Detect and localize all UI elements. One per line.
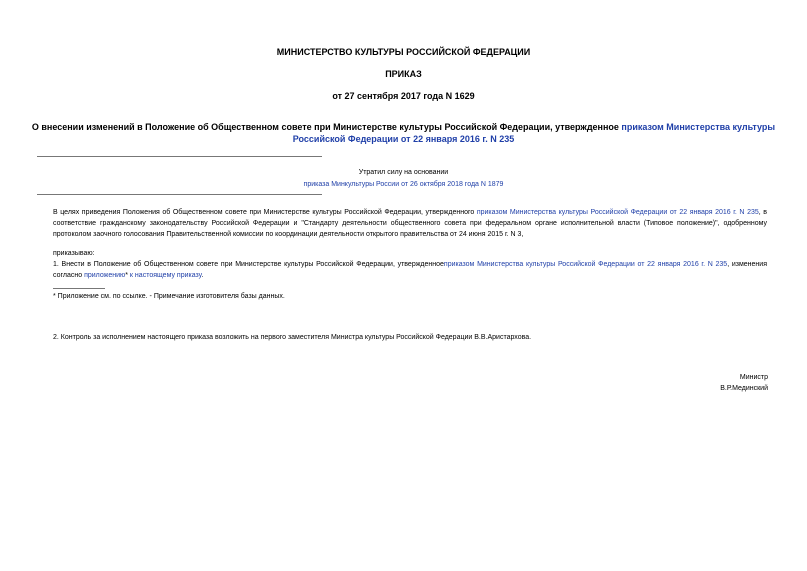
preamble-text-a: В целях приведения Положения об Общественном совете при Министерстве культуры Российской Федерации, утвержденного bbox=[53, 209, 477, 216]
document-type: ПРИКАЗ bbox=[385, 69, 422, 79]
paragraph-2: 2. Контроль за исполнением настоящего приказа возложить на первого заместителя Министра культуры Российской Федерации В.В.Аристархова. bbox=[53, 334, 532, 341]
title-text: О внесении изменений в Положение об Общественном совете при Министерстве культуры Российской Федерации, утвержденное bbox=[31, 122, 622, 132]
item1-end: . bbox=[201, 272, 204, 279]
item1-text-b: , изменения согласно bbox=[53, 261, 767, 279]
ministry-heading: МИНИСТЕРСТВО КУЛЬТУРЫ РОССИЙСКОЙ ФЕДЕРАЦИИ bbox=[276, 47, 531, 57]
signature-name: В.Р.Мединский bbox=[720, 385, 768, 392]
item1-text-a: 1. Внести в Положение об Общественном совете при Министерстве культуры Российской Федерации, утвержденное bbox=[53, 261, 444, 268]
footnote-divider bbox=[53, 288, 105, 289]
paragraph-1 bbox=[53, 259, 767, 281]
lost-force-link[interactable]: приказа Минкультуры России от 26 октября 2018 года N 1879 bbox=[303, 181, 504, 188]
preamble-text-b: , в соответствие гражданскому законодательству Российской Федерации и "Стандарту деятельности общественного совета при федеральном органе исполнительной власти (Типовое положение)", одобренному протоколом заочного голосования Правительственной комиссии по координации деятельности открытого правительства от 24 июня 2015 г. N 3, bbox=[53, 209, 767, 238]
divider-bottom bbox=[37, 194, 322, 195]
lost-force-text: Утратил силу на основании bbox=[358, 169, 449, 176]
item1-link-to-order[interactable]: к настоящему приказу bbox=[127, 272, 202, 279]
paragraph-preamble bbox=[53, 207, 767, 240]
signature-block bbox=[720, 372, 768, 394]
lost-force-note bbox=[37, 167, 770, 191]
item1-link-order[interactable]: приказом Министерства культуры Российской Федерации от 22 января 2016 г. N 235 bbox=[443, 261, 728, 268]
document-title bbox=[30, 121, 777, 145]
signature-position: Министр bbox=[739, 374, 768, 381]
title-link[interactable]: приказом Министерства культуры Российской Федерации от 22 января 2016 г. N 235 bbox=[292, 122, 776, 144]
item1-link-appendix[interactable]: приложению bbox=[84, 272, 126, 279]
divider-top bbox=[37, 156, 322, 157]
prikazyvayu-text: приказываю: bbox=[53, 250, 95, 257]
footnote: * Приложение см. по ссылке. - Примечание изготовителя базы данных. bbox=[53, 293, 285, 300]
document-date: от 27 сентября 2017 года N 1629 bbox=[332, 91, 475, 101]
item1-star: * bbox=[125, 272, 128, 279]
preamble-link[interactable]: приказом Министерства культуры Российской Федерации от 22 января 2016 г. N 235 bbox=[476, 209, 759, 216]
